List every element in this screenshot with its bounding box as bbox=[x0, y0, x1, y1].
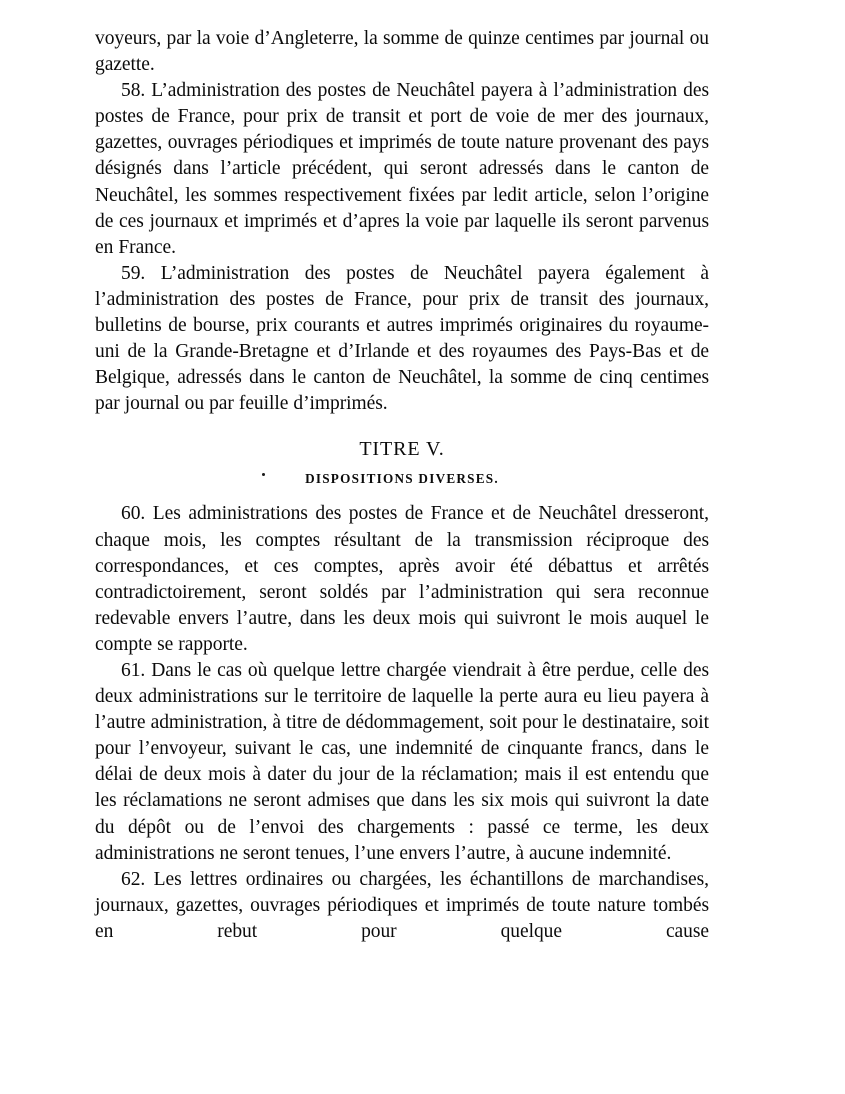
section-subtitle: DISPOSITIONS DIVERSES. bbox=[305, 471, 499, 487]
article-number-58: 58. bbox=[121, 80, 146, 102]
paragraph-continuation: voyeurs, par la voie d’Angleterre, la somme de quinze centimes par journal ou gazette. bbox=[95, 28, 709, 76]
article-text-59: L’administration des postes de Neuchâtel payera également à l’administration des postes de France, pour prix de transit des journaux, bulletins de bourse, prix courants et autres imprimés originaires du royaume-uni de la Grande-Bretagne et d’Irlande et des royaumes des Pays-Bas et de Belgique, adressés dans le canton de Neuchâtel, la somme de cinq centimes par journal ou par feuille d’imprimés. bbox=[95, 262, 710, 415]
article-paragraph-58 bbox=[95, 78, 709, 261]
section-heading bbox=[95, 437, 709, 490]
article-paragraph-60 bbox=[95, 501, 709, 658]
article-paragraph-59 bbox=[95, 261, 709, 418]
section-title: TITRE V. bbox=[359, 438, 445, 461]
article-number-60: 60. bbox=[121, 503, 146, 525]
article-text-58: L’administration des postes de Neuchâtel payera à l’administration des postes de France, pour prix de transit et port de voie de mer des journaux, gazettes, ouvrages périodiques et imprimés de toute nature provenant des pays désignés dans l’article précédent, qui seront adressés dans le canton de Neuchâtel, les sommes respectivement fixées par ledit article, selon l’origine de ces journaux et imprimés et d’apres la voie par laquelle ils seront parvenus en France. bbox=[95, 80, 709, 258]
text-column bbox=[95, 26, 709, 945]
article-number-61: 61. bbox=[121, 659, 146, 681]
article-text-61: Dans le cas où quelque lettre chargée viendrait à être perdue, celle des deux administrations sur le territoire de laquelle la perte aura eu lieu payera à l’autre administration, à titre de dédommagement, soit pour le destinataire, soit pour l’envoyeur, suivant le cas, une indemnité de cinquante francs, dans le délai de deux mois à dater du jour de la réclamation; mais il est entendu que les réclamations ne seront admises que dans les six mois qui suivront la date du dépôt ou de l’envoi des chargements : passé ce terme, les deux administrations ne seront tenues, l’une envers l’autre, à aucune indemnité. bbox=[95, 659, 709, 864]
article-text-60: Les administrations des postes de France et de Neuchâtel dresseront, chaque mois, les comptes résultant de la transmission réciproque des correspondances, et ces comptes, après avoir été débattus et arrêtés contradictoirement, seront soldés par l’administration qui sera reconnue redevable envers l’autre, dans les deux mois qui suivront le mois auquel le compte se rapporte. bbox=[95, 503, 709, 655]
article-number-62: 62. bbox=[121, 868, 146, 890]
article-paragraph-62 bbox=[95, 867, 709, 945]
article-paragraph-61 bbox=[95, 658, 709, 867]
article-text-62: Les lettres ordinaires ou chargées, les échantillons de marchandises, journaux, gazettes, ouvrages périodiques et imprimés de toute nature tombés en rebut pour quelque cause bbox=[95, 868, 709, 942]
article-number-59: 59. bbox=[121, 262, 146, 284]
